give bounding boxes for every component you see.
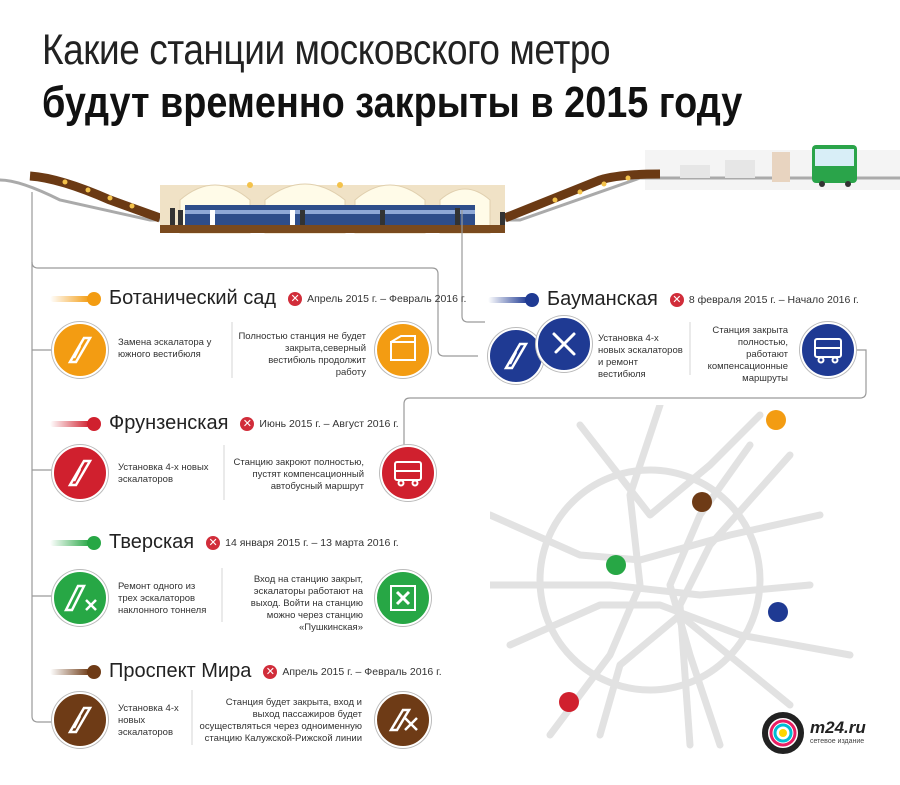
- station-header-prospekt-mira: [50, 660, 442, 683]
- line-tail: [50, 540, 90, 546]
- work-description: Ремонт одного из трех эскалаторов наклонного тоннеля: [118, 581, 207, 616]
- bus-icon: [800, 322, 856, 378]
- line-dot: [87, 536, 101, 550]
- line-dot: [87, 417, 101, 431]
- work-description: Установка 4-х новых эскалаторов: [118, 462, 209, 485]
- work-description: Замена эскалатора у южного вестибюля: [118, 337, 212, 360]
- closure-dates: 8 февраля 2015 г. – Начало 2016 г.: [688, 293, 859, 306]
- closed-entrance-icon: [375, 570, 431, 626]
- consequence-description: Полностью станция не будет закрыта,северный вестибюль продолжит работу: [238, 331, 366, 378]
- consequence-description: Станция будет закрыта, вход и выход пассажиров будет осуществляться через одноименную станцию Калужской-Рижской линии: [199, 697, 362, 744]
- line-tail: [50, 421, 90, 427]
- escalator-icon: [52, 445, 108, 501]
- page-title-line1: Какие станции московского метро: [42, 26, 611, 74]
- line-tail: [50, 296, 90, 302]
- station-header-tverskaya: [50, 531, 399, 554]
- closure-dates: Апрель 2015 г. – Февраль 2016 г.: [307, 292, 467, 305]
- map-dot-blue: [768, 602, 788, 622]
- station-name: Бауманская: [547, 288, 658, 310]
- escalator-icon: [52, 322, 108, 378]
- m24-logo-icon: [762, 712, 804, 754]
- closure-dates: 14 января 2015 г. – 13 марта 2016 г.: [225, 536, 399, 549]
- station-name: Фрунзенская: [109, 412, 229, 434]
- closure-dates: Апрель 2015 г. – Февраль 2016 г.: [282, 665, 442, 678]
- station-header-frunzenskaya: [50, 412, 399, 435]
- closed-cross-icon: ✕: [206, 536, 220, 550]
- consequence-description: Вход на станцию закрыт, эскалаторы работают на выход. Войти на станцию можно через станцию «Пушкинская»: [250, 574, 363, 633]
- closed-exit-icon: [375, 692, 431, 748]
- station-name: Тверская: [109, 531, 195, 553]
- closed-cross-icon: ✕: [288, 292, 302, 306]
- escalator-icon: [488, 328, 544, 384]
- work-description: Установка 4-х новых эскалаторов: [118, 703, 179, 738]
- map-dot-red: [559, 692, 579, 712]
- map-dot-brown: [692, 492, 712, 512]
- line-dot: [87, 292, 101, 306]
- station-name: Ботанический сад: [109, 287, 277, 309]
- line-tail: [50, 669, 90, 675]
- line-dot: [87, 665, 101, 679]
- logo-name: m24.ru: [810, 718, 866, 737]
- station-header-baumanskaya: [488, 288, 859, 311]
- line-tail: [488, 297, 528, 303]
- consequence-description: Станцию закроют полностью, пустят компенсационный автобусный маршрут: [233, 457, 364, 492]
- page-title-line2: будут временно закрыты в 2015 году: [42, 78, 743, 127]
- escalator-repair-icon: [52, 570, 108, 626]
- line-dot: [525, 293, 539, 307]
- escalator-icon: [52, 692, 108, 748]
- tools-icon: [536, 316, 592, 372]
- station-entrance-icon: [375, 322, 431, 378]
- map-dot-orange: [766, 410, 786, 430]
- closed-cross-icon: ✕: [240, 417, 254, 431]
- logo-subtitle: сетевое издание: [810, 738, 865, 745]
- consequence-description: Станция закрыта полностью, работают компенсационные маршруты: [707, 325, 788, 384]
- station-name: Проспект Мира: [109, 660, 252, 682]
- work-description: Установка 4-х новых эскалаторов и ремонт вестибюля: [598, 333, 683, 380]
- station-header-botanicheskiy: [50, 287, 466, 310]
- closed-cross-icon: ✕: [670, 293, 684, 307]
- bus-icon: [380, 445, 436, 501]
- closed-cross-icon: ✕: [263, 665, 277, 679]
- closure-dates: Июнь 2015 г. – Август 2016 г.: [259, 417, 399, 430]
- map-dot-green: [606, 555, 626, 575]
